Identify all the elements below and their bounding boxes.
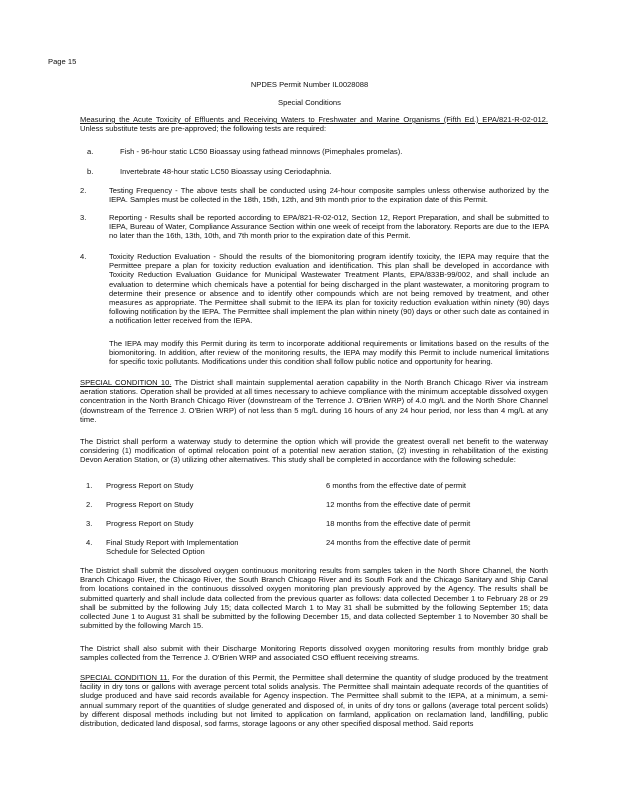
special-condition-11	[80, 673, 548, 728]
special-condition-11-text: For the duration of this Permit, the Permittee shall determine the quantity of sludge produced by the treatment facility in dry tons or gallons with average percent total solids analysis. The Permittee shall maintain adequate records of the quantities of sludge produced and have said records available for Agency inspection. The Permittee shall submit to the IEPA, at a minimum, a semi-annual summary report of the quantities of sludge generated and disposed of, in units of dry tons or gallons (average total percent solids) by different disposal methods including but not limited to application on farmland, application on reclamation land, landfilling, public distribution, dedicated land disposal, sod farms, storage lagoons or any other specified disposal method. Said reports	[80, 673, 548, 729]
testing-frequency-text: Testing Frequency - The above tests shall be conducted using 24-hour composite samples unless otherwise authorized by the IEPA. Samples must be collected in the 18th, 15th, 12th, and 9th month prior to the expiration date of this Permit.	[109, 186, 549, 205]
waterway-study-paragraph: The District shall perform a waterway study to determine the option which will provide the greatest overall net benefit to the waterway considering (1) modification of optimal relocation point of a potential new aeration station, (2) investing in rehabilitation of the existing Devon Aeration Station, or (3) utilizing other alternatives. This study shall be completed in accordance with the following schedule:	[80, 437, 548, 465]
section-title: Special Conditions	[278, 98, 341, 107]
test-a-number: a.	[87, 147, 94, 156]
do-monitoring-paragraph: The District shall submit the dissolved oxygen continuous monitoring results from samples taken in the North Shore Channel, the North Branch Chicago River, the Chicago River, the South Branch Chicago River and its South Fork and the Chicago Sanitary and Ship Canal from locations contained in the continuous dissolved oxygen monitoring plan previously approved by the Agency. The results shall be submitted quarterly and shall include data collected from the previous quarter as follows: data collected December 1 to February 28 or 29 shall be submitted by the following July 15; data collected March 1 to May 31 shall be submitted by the following September 15; data collected June 1 to August 31 shall be submitted by the following December 15, and data collected September 1 to November 30 shall be submitted by the following March 15.	[80, 566, 548, 631]
test-b-number: b.	[87, 167, 94, 176]
schedule-milestone: Final Study Report with Implementation	[106, 538, 239, 547]
schedule-deadline: 18 months from the effective date of permit	[326, 519, 471, 528]
page-number: Page 15	[48, 57, 77, 66]
schedule-deadline: 6 months from the effective date of permit	[326, 481, 466, 490]
schedule-milestone-line2: Schedule for Selected Option	[106, 547, 205, 556]
iepa-modification-paragraph: The IEPA may modify this Permit during its term to incorporate additional requirements or limitations based on the results of the biomonitoring. In addition, after review of the monitoring results, the IEPA may modify this Permit to include numerical limitations for specific toxic pollutants. Modifications under this condition shall follow public notice and opportunity for hearing.	[109, 339, 549, 367]
special-condition-10	[80, 378, 548, 424]
intro-rest: Unless substitute tests are pre-approved; the following tests are required:	[80, 124, 327, 134]
schedule-milestone: Progress Report on Study	[106, 519, 194, 528]
schedule-deadline: 24 months from the effective date of permit	[326, 538, 471, 547]
reporting-text: Reporting - Results shall be reported according to EPA/821-R-02-012, Section 12, Report Preparation, and shall be submitted to IEPA, Bureau of Water, Compliance Assurance Section within one week of receipt from the laboratory. Reports are due to the IEPA no later than the 16th, 13th, 10th, and 7th month prior to the expiration date of this Permit.	[109, 213, 549, 241]
item-number: 4.	[80, 252, 87, 261]
permit-number: NPDES Permit Number IL0028088	[250, 80, 369, 89]
schedule-deadline: 12 months from the effective date of permit	[326, 500, 471, 509]
test-b-text: Invertebrate 48-hour static LC50 Bioassay using Ceriodaphnia.	[120, 167, 332, 176]
special-condition-10-label: SPECIAL CONDITION 10.	[80, 378, 172, 387]
item-number: 2.	[80, 186, 87, 195]
item-number: 3.	[80, 213, 87, 222]
schedule-milestone: Progress Report on Study	[106, 481, 194, 490]
special-condition-10-text: The District shall maintain supplemental aeration capability in the North Branch Chicago River via instream aeration stations. Operation shall be provided at all times necessary to achieve compliance with the minimum acceptable dissolved oxygen concentration in the North Branch Chicago River (downstream of the Terrence J. O'Brien WRP) of 4.0 mg/L and the North Shore Channel (downstream of the Terrence J. O'Brien WRP) of not less than 5 mg/L during 16 hours of any 24 hour period, nor less than 4 mg/L at any time.	[80, 378, 548, 424]
schedule-number: 4.	[86, 538, 93, 547]
dmr-paragraph: The District shall also submit with their Discharge Monitoring Reports dissolved oxygen monitoring results from monthly bridge grab samples collected from the Terrence J. O'Brien WRP and associated CSO effluent receiving streams.	[80, 644, 548, 663]
test-a-text: Fish - 96-hour static LC50 Bioassay using fathead minnows (Pimephales promelas).	[120, 147, 403, 156]
schedule-milestone: Progress Report on Study	[106, 500, 194, 509]
toxicity-reduction-text: Toxicity Reduction Evaluation - Should the results of the biomonitoring program identify toxicity, the IEPA may require that the Permittee prepare a plan for toxicity reduction evaluation and identification. This plan shall be developed in accordance with Toxicity Reduction Evaluation Guidance for Municipal Wastewater Treatment Plants, EPA/833B-99/002, and shall include an evaluation to determine which chemicals have a potential for being discharged in the plant wastewater, a monitoring program to determine their presence or absence and to identify other compounds which are not being removed by treatment, and other measures as appropriate. The Permittee shall submit to the IEPA its plan for toxicity reduction evaluation within ninety (90) days following notification by the IEPA. The Permittee shall implement the plan within ninety (90) days or other such date as contained in a notification letter received from the IEPA.	[109, 252, 549, 326]
schedule-number: 3.	[86, 519, 93, 528]
special-condition-11-label: SPECIAL CONDITION 11.	[80, 673, 170, 682]
method-reference: Measuring the Acute Toxicity of Effluents and Receiving Waters to Freshwater and Marine Organisms (Fifth Ed.) EPA/821-R-02-012.	[80, 115, 548, 124]
schedule-number: 1.	[86, 481, 93, 490]
schedule-number: 2.	[86, 500, 93, 509]
intro-paragraph	[80, 115, 548, 133]
